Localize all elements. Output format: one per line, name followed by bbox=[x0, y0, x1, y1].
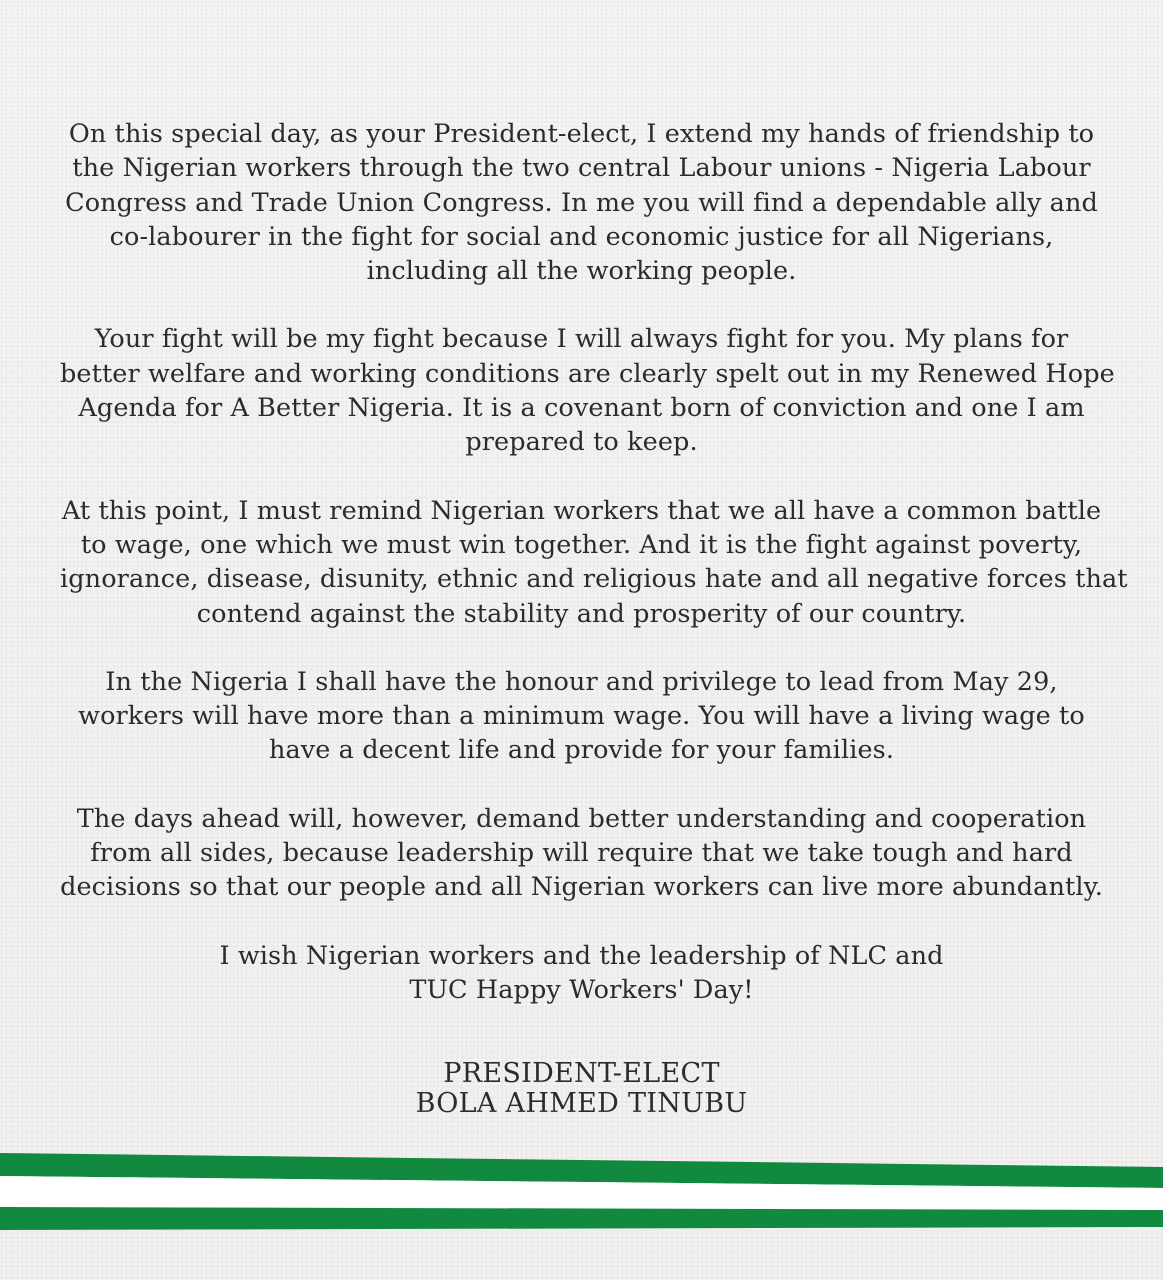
text-line: Your fight will be my fight because I will always fight for you. My plans for bbox=[94, 324, 1069, 355]
signature-name: BOLA AHMED TINUBU bbox=[415, 1088, 748, 1120]
text-line: from all sides, because leadership will require that we take tough and hard bbox=[90, 838, 1073, 869]
text-line: In the Nigeria I shall have the honour and privilege to lead from May 29, bbox=[105, 666, 1058, 697]
signature-block bbox=[60, 1059, 1103, 1119]
text-line: workers will have more than a minimum wage. You will have a living wage to bbox=[78, 701, 1085, 732]
text-line: The days ahead will, however, demand better understanding and cooperation bbox=[76, 803, 1087, 834]
text-line: TUC Happy Workers' Day! bbox=[409, 974, 754, 1005]
paragraph-living-wage bbox=[60, 665, 1103, 768]
text-line: On this special day, as your President-elect, I extend my hands of friendship to bbox=[68, 119, 1095, 149]
text-line: Congress and Trade Union Congress. In me you will find a dependable ally and bbox=[65, 187, 1098, 218]
paragraph-friendship bbox=[60, 117, 1103, 288]
green-stripe-bottom bbox=[0, 1207, 1163, 1230]
text-line: have a decent life and provide for your families. bbox=[268, 735, 895, 766]
paragraph-closing-wish bbox=[60, 939, 1103, 1008]
text-line: At this point, I must remind Nigerian workers that we all have a common battle bbox=[61, 495, 1102, 526]
text-line: contend against the stability and prosperity of our country. bbox=[196, 598, 967, 629]
text-line: co-labourer in the fight for social and economic justice for all Nigerians, bbox=[109, 221, 1054, 252]
paragraph-days-ahead bbox=[60, 802, 1103, 905]
flag-stripes bbox=[0, 1140, 1163, 1240]
text-line: decisions so that our people and all Nigerian workers can live more abundantly. bbox=[60, 872, 1103, 903]
paragraph-fight bbox=[60, 322, 1115, 459]
text-line: Agenda for A Better Nigeria. It is a covenant born of conviction and one I am bbox=[78, 393, 1085, 424]
text-line: I wish Nigerian workers and the leadership of NLC and bbox=[219, 940, 944, 971]
paragraph-common-battle bbox=[60, 494, 1128, 631]
text-line: the Nigerian workers through the two central Labour unions - Nigeria Labour bbox=[72, 153, 1091, 184]
text-line: better welfare and working conditions are clearly spelt out in my Renewed Hope bbox=[60, 358, 1115, 389]
signature-title: PRESIDENT-ELECT bbox=[443, 1058, 720, 1090]
text-line: including all the working people. bbox=[366, 256, 797, 287]
text-line: prepared to keep. bbox=[465, 427, 698, 458]
letter-body bbox=[60, 117, 1128, 1120]
text-line: ignorance, disease, disunity, ethnic and religious hate and all negative forces that bbox=[60, 564, 1128, 595]
text-line: to wage, one which we must win together. And it is the fight against poverty, bbox=[80, 529, 1083, 560]
